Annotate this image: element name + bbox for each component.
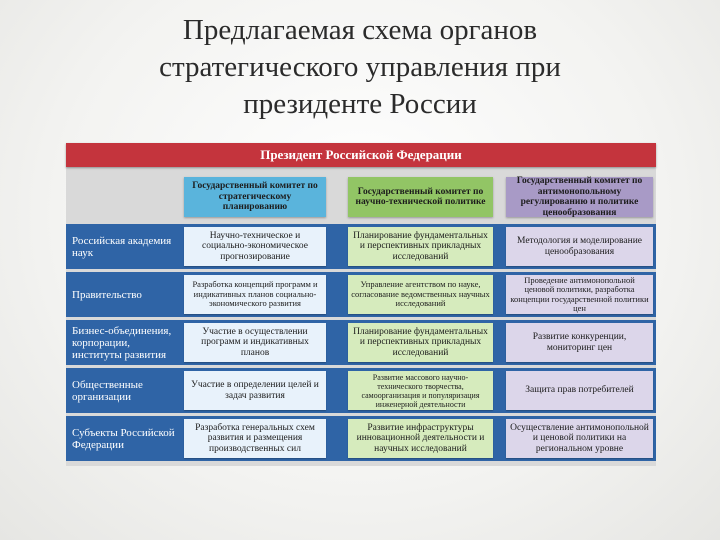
- cell-purple: Методология и моделирование ценообразования: [506, 227, 653, 266]
- row-label: Российская академия наук: [72, 234, 172, 259]
- column-header-strategic-planning: Государственный комитет по стратегическому планированию: [184, 177, 326, 217]
- row-label: Правительство: [72, 288, 142, 301]
- cell-green: Управление агентством по науке, согласование ведомственных научных исследований: [348, 275, 493, 314]
- cell-blue: Участие в осуществлении программ и индикативных планов: [184, 323, 326, 362]
- cell-green: Планирование фундаментальных и перспективных прикладных исследований: [348, 323, 493, 362]
- president-header: Президент Российской Федерации: [66, 143, 656, 167]
- title-line: президенте России: [243, 88, 477, 120]
- title-line: стратегического управления при: [159, 51, 561, 83]
- row-public-organizations: [66, 368, 656, 413]
- row-business: [66, 320, 656, 365]
- cell-green: Планирование фундаментальных и перспективных прикладных исследований: [348, 227, 493, 266]
- cell-purple: Проведение антимонопольной ценовой политики, разработка концепции государственной политики цен: [506, 275, 653, 314]
- row-government: [66, 272, 656, 317]
- row-label: Общественные организации: [72, 378, 143, 403]
- governance-diagram: [66, 143, 656, 466]
- slide-title: [60, 12, 660, 123]
- cell-blue: Научно-техническое и социально-экономическое прогнозирование: [184, 227, 326, 266]
- cell-purple: Защита прав потребителей: [506, 371, 653, 410]
- row-academy-of-sciences: [66, 224, 656, 269]
- cell-green: Развитие инфраструктуры инновационной деятельности и научных исследований: [348, 419, 493, 458]
- title-line: Предлагаемая схема органов: [182, 14, 538, 46]
- cell-blue: Разработка концепций программ и индикативных планов социально-экономического развития: [184, 275, 326, 314]
- cell-purple: Осуществление антимонопольной и ценовой политики на региональном уровне: [506, 419, 653, 458]
- column-header-science-policy: Государственный комитет по научно-технической политике: [348, 177, 493, 217]
- cell-blue: Разработка генеральных схем развития и размещения производственных сил: [184, 419, 326, 458]
- row-label: Субъекты Российской Федерации: [72, 426, 175, 451]
- cell-purple: Развитие конкуренции, мониторинг цен: [506, 323, 653, 362]
- cell-blue: Участие в определении целей и задач развития: [184, 371, 326, 410]
- cell-green: Развитие массового научно-технического творчества, самоорганизация и популяризация инженерной деятельности: [348, 371, 493, 410]
- row-federal-subjects: [66, 416, 656, 461]
- column-header-antimonopoly: Государственный комитет по антимонопольному регулированию и политике ценообразования: [506, 177, 653, 217]
- row-label: Бизнес-объединения, корпорации, институты развития: [72, 324, 172, 361]
